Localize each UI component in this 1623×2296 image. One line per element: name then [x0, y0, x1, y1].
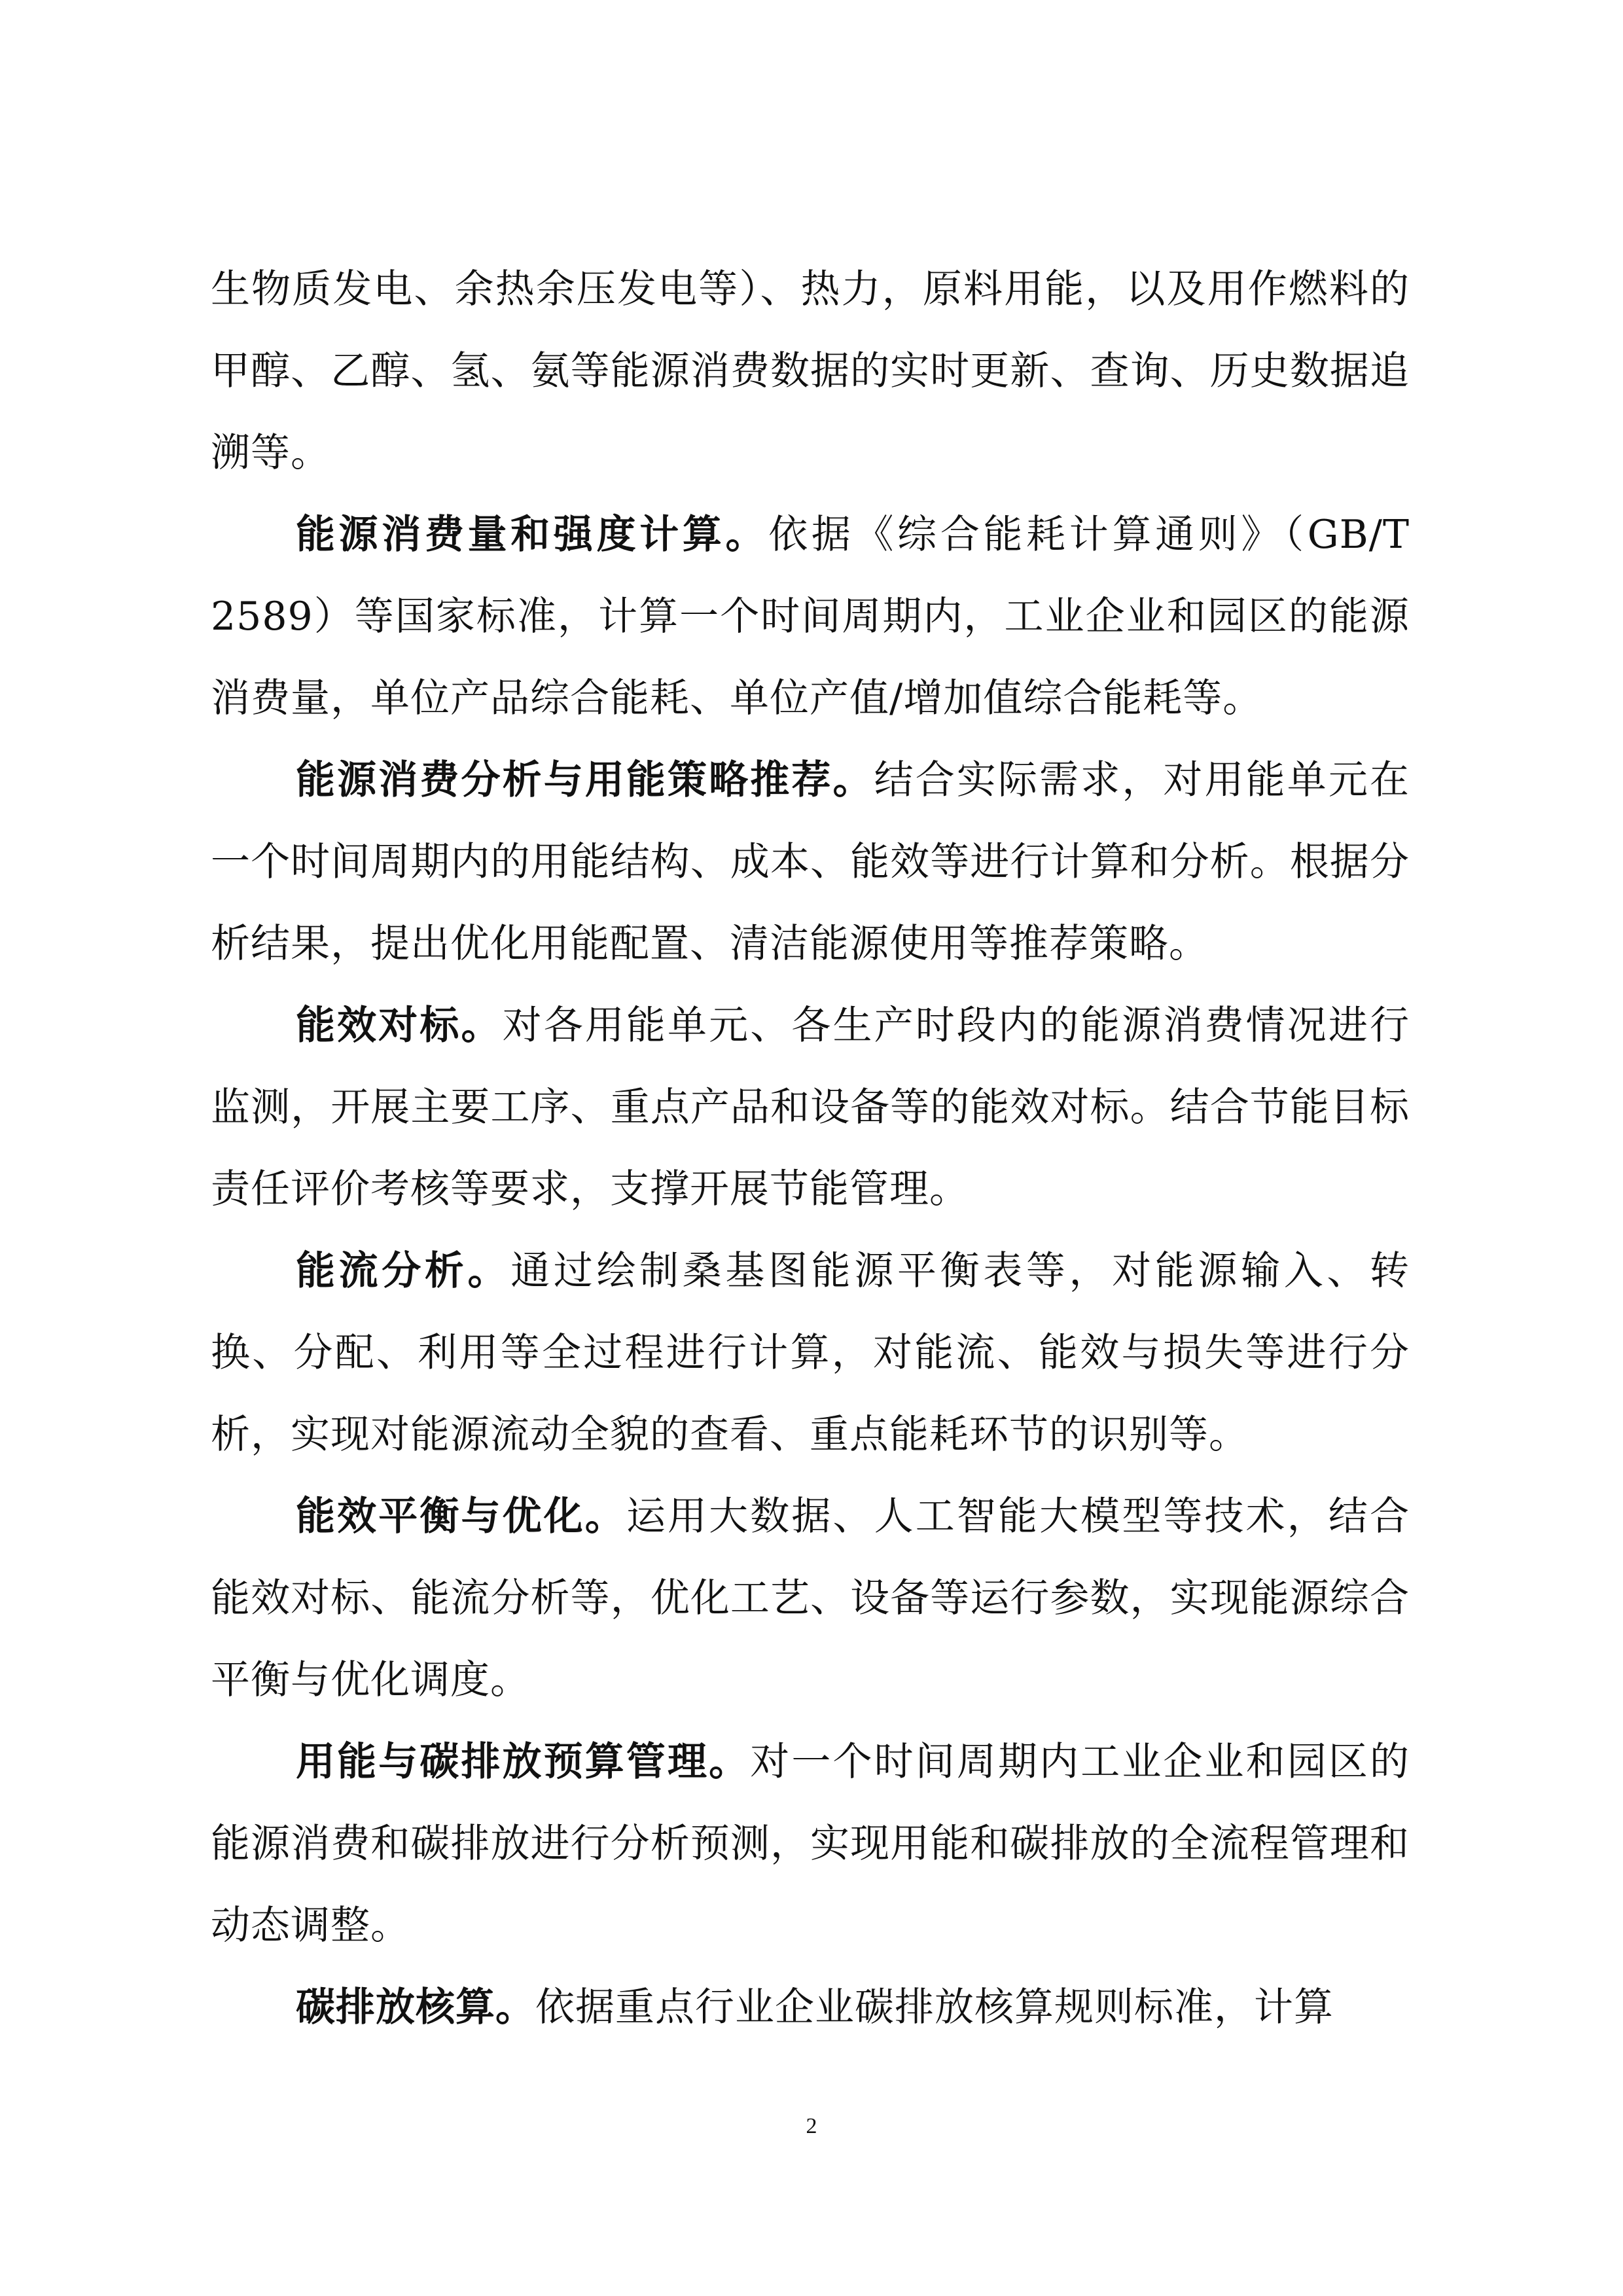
document-body: [211, 249, 1410, 2049]
paragraph-heading: 能源消费量和强度计算。: [296, 512, 769, 558]
paragraph-text: 通过绘制桑基图能源平衡表等，对能源输入、转换、分配、利用等全过程进行计算，对能流、能效与损失等进行分析，实现对能源流动全貌的查看、重点能耗环节的识别等。: [211, 1248, 1410, 1458]
paragraph-text: 依据《综合能耗计算通则》（GB/T 2589）等国家标准，计算一个时间周期内，工业企业和园区的能源消费量，单位产品综合能耗、单位产值/增加值综合能耗等。: [211, 512, 1410, 721]
paragraph-text: 运用大数据、人工智能大模型等技术，结合能效对标、能流分析等，优化工艺、设备等运行参数，实现能源综合平衡与优化调度。: [211, 1494, 1410, 1703]
paragraph-efficiency-benchmarking: [211, 985, 1410, 1230]
paragraph-energy-consumption-calculation: [211, 494, 1410, 740]
paragraph-text: 对一个时间周期内工业企业和园区的能源消费和碳排放进行分析预测，实现用能和碳排放的全流程管理和动态调整。: [211, 1739, 1410, 1948]
paragraph-budget-management: [211, 1721, 1410, 1967]
paragraph-text: 依据重点行业企业碳排放核算规则标准，计算: [535, 1984, 1334, 2030]
paragraph-consumption-analysis: [211, 740, 1410, 985]
paragraph-continuation: [211, 249, 1410, 494]
paragraph-text: 结合实际需求，对用能单元在一个时间周期内的用能结构、成本、能效等进行计算和分析。根据分析结果，提出优化用能配置、清洁能源使用等推荐策略。: [211, 757, 1410, 967]
paragraph-text: 对各用能单元、各生产时段内的能源消费情况进行监测，开展主要工序、重点产品和设备等的能效对标。结合节能目标责任评价考核等要求，支撑开展节能管理。: [211, 1003, 1410, 1212]
paragraph-heading: 碳排放核算。: [296, 1984, 535, 2030]
paragraph-energy-flow-analysis: [211, 1230, 1410, 1476]
paragraph-carbon-accounting: [211, 1967, 1410, 2049]
paragraph-efficiency-optimization: [211, 1476, 1410, 1721]
page-number: 2: [806, 2114, 817, 2138]
paragraph-heading: 能效平衡与优化。: [296, 1494, 626, 1539]
paragraph-text: 生物质发电、余热余压发电等）、热力，原料用能，以及用作燃料的甲醇、乙醇、氢、氨等能源消费数据的实时更新、查询、历史数据追溯等。: [211, 266, 1410, 476]
paragraph-heading: 能源消费分析与用能策略推荐。: [296, 757, 874, 803]
paragraph-heading: 能效对标。: [296, 1003, 503, 1049]
paragraph-heading: 用能与碳排放预算管理。: [296, 1739, 751, 1785]
paragraph-heading: 能流分析。: [296, 1248, 511, 1294]
